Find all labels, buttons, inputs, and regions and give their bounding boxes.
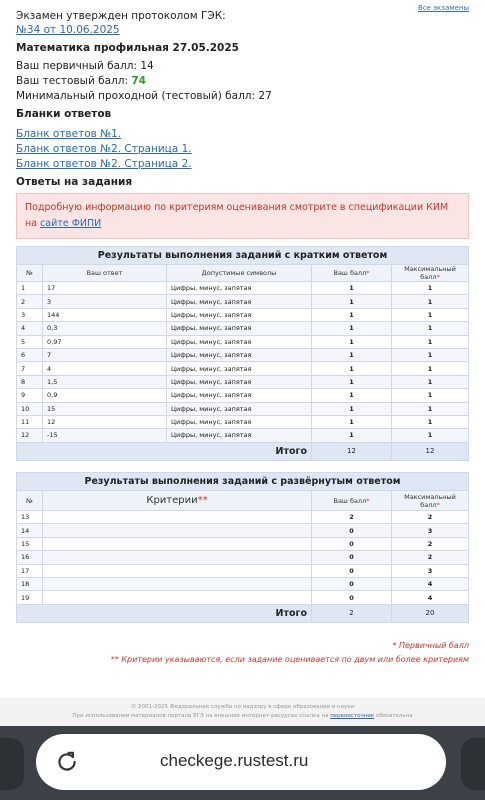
table-row — [17, 577, 469, 590]
table-row — [17, 402, 469, 415]
allowed-symbols: Цифры, минус, запятая — [167, 335, 312, 348]
max-score: 1 — [392, 348, 469, 361]
col-allowed: Допустимые символы — [167, 265, 312, 282]
your-score: 1 — [312, 335, 392, 348]
your-score: 1 — [312, 282, 392, 295]
task-number: 16 — [17, 551, 43, 564]
col-max: Максимальный балл* — [392, 491, 469, 511]
fipi-link[interactable]: сайте ФИПИ — [40, 218, 102, 229]
allowed-symbols: Цифры, минус, запятая — [167, 375, 312, 388]
your-score: 1 — [312, 429, 392, 442]
your-score: 0 — [312, 577, 392, 590]
short-total-label: Итого — [17, 442, 312, 460]
allowed-symbols: Цифры, минус, запятая — [167, 308, 312, 321]
your-answer: 0,97 — [43, 335, 167, 348]
your-score: 0 — [312, 524, 392, 537]
your-answer: 0,9 — [43, 389, 167, 402]
legend-criteria: ** Критерии указываются, если задание оценивается по двум или более критериям — [110, 655, 469, 664]
next-tab-edge[interactable] — [461, 738, 485, 790]
your-score: 1 — [312, 295, 392, 308]
your-answer: 1,5 — [43, 375, 167, 388]
prev-tab-edge[interactable] — [0, 738, 24, 790]
max-score: 1 — [392, 335, 469, 348]
task-number: 13 — [17, 511, 43, 524]
table-row — [17, 348, 469, 361]
min-score-line — [16, 90, 272, 102]
footer-copyright: © 2001-2025 Федеральная служба по надзору в сфере образования и науки — [130, 704, 355, 710]
your-score: 0 — [312, 564, 392, 577]
table-row — [17, 389, 469, 402]
col-num: № — [17, 265, 43, 282]
table-row — [17, 537, 469, 550]
allowed-symbols: Цифры, минус, запятая — [167, 389, 312, 402]
notice-text: Подробную информацию по критериям оценивания смотрите в спецификации КИМ на — [25, 202, 449, 229]
your-answer: 4 — [43, 362, 167, 375]
col-num: № — [17, 491, 43, 511]
primary-score-value: 14 — [140, 60, 154, 72]
your-score: 2 — [312, 511, 392, 524]
your-score: 0 — [312, 591, 392, 604]
criteria — [43, 524, 312, 537]
long-table-caption: Результаты выполнения заданий с развёрнутым ответом — [17, 473, 469, 491]
table-row — [17, 429, 469, 442]
max-score: 1 — [392, 402, 469, 415]
all-exams-link[interactable]: Все экзамены — [418, 4, 469, 12]
your-score: 1 — [312, 402, 392, 415]
table-row — [17, 362, 469, 375]
allowed-symbols: Цифры, минус, запятая — [167, 322, 312, 335]
task-number: 18 — [17, 577, 43, 590]
table-row — [17, 282, 469, 295]
max-score: 1 — [392, 429, 469, 442]
max-score: 1 — [392, 415, 469, 428]
task-number: 5 — [17, 335, 43, 348]
your-answer: 15 — [43, 402, 167, 415]
max-score: 2 — [392, 537, 469, 550]
max-score: 3 — [392, 524, 469, 537]
table-row — [17, 564, 469, 577]
task-number: 12 — [17, 429, 43, 442]
col-answer: Ваш ответ — [43, 265, 167, 282]
form-link-2[interactable]: Бланк ответов №2. Страница 1. — [16, 143, 192, 155]
your-answer: 0,3 — [43, 322, 167, 335]
table-row — [17, 375, 469, 388]
exam-title: Математика профильная 27.05.2025 — [16, 42, 239, 54]
short-total-max: 12 — [392, 442, 469, 460]
your-score: 1 — [312, 308, 392, 321]
address-bar[interactable] — [36, 734, 446, 790]
task-number: 8 — [17, 375, 43, 388]
col-criteria: Критерии** — [43, 491, 312, 511]
task-number: 3 — [17, 308, 43, 321]
max-score: 3 — [392, 564, 469, 577]
max-score: 1 — [392, 295, 469, 308]
form-link-3[interactable]: Бланк ответов №2. Страница 2. — [16, 158, 192, 170]
allowed-symbols: Цифры, минус, запятая — [167, 348, 312, 361]
long-total-max: 20 — [392, 604, 469, 622]
table-row — [17, 511, 469, 524]
criteria-notice — [16, 193, 469, 239]
max-score: 4 — [392, 591, 469, 604]
long-total-label: Итого — [17, 604, 312, 622]
short-table-caption: Результаты выполнения заданий с кратким ответом — [17, 247, 469, 265]
url-text[interactable]: checkege.rustest.ru — [160, 751, 309, 770]
primary-score-line — [16, 60, 154, 72]
reload-icon[interactable] — [54, 749, 80, 775]
your-score: 0 — [312, 551, 392, 564]
task-number: 10 — [17, 402, 43, 415]
your-score: 1 — [312, 375, 392, 388]
test-score-value: 74 — [131, 75, 146, 87]
allowed-symbols: Цифры, минус, запятая — [167, 402, 312, 415]
table-row — [17, 524, 469, 537]
protocol-link[interactable]: №34 от 10.06.2025 — [16, 24, 120, 36]
table-row — [17, 415, 469, 428]
criteria — [43, 551, 312, 564]
your-score: 0 — [312, 537, 392, 550]
short-total-score: 12 — [312, 442, 392, 460]
table-row — [17, 295, 469, 308]
forms-title: Бланки ответов — [16, 108, 112, 120]
criteria — [43, 577, 312, 590]
footer-notice: При использовании материалов портала ЕГЭ на внешних интернет-ресурсах ссылка на первоисточник обязательна — [72, 713, 413, 719]
allowed-symbols: Цифры, минус, запятая — [167, 429, 312, 442]
primary-score-label: Ваш первичный балл: — [16, 60, 137, 72]
test-score-label: Ваш тестовый балл: — [16, 75, 128, 87]
task-number: 6 — [17, 348, 43, 361]
criteria — [43, 511, 312, 524]
your-answer: -15 — [43, 429, 167, 442]
task-number: 9 — [17, 389, 43, 402]
your-score: 1 — [312, 362, 392, 375]
table-row — [17, 591, 469, 604]
footer-source-link[interactable]: первоисточник — [330, 713, 375, 719]
table-row — [17, 551, 469, 564]
col-max: Максимальный балл* — [392, 265, 469, 282]
your-answer: 7 — [43, 348, 167, 361]
footer — [0, 698, 485, 726]
max-score: 1 — [392, 362, 469, 375]
your-score: 1 — [312, 415, 392, 428]
task-number: 2 — [17, 295, 43, 308]
task-number: 11 — [17, 415, 43, 428]
col-score: Ваш балл* — [312, 491, 392, 511]
task-number: 7 — [17, 362, 43, 375]
protocol-label: Экзамен утвержден протоколом ГЭК: — [16, 10, 226, 22]
col-score: Ваш балл* — [312, 265, 392, 282]
table-row — [17, 335, 469, 348]
your-score: 1 — [312, 348, 392, 361]
max-score: 1 — [392, 308, 469, 321]
your-score: 1 — [312, 389, 392, 402]
max-score: 1 — [392, 375, 469, 388]
form-link-1[interactable]: Бланк ответов №1. — [16, 128, 122, 140]
allowed-symbols: Цифры, минус, запятая — [167, 362, 312, 375]
max-score: 2 — [392, 511, 469, 524]
long-answer-table — [16, 472, 469, 623]
max-score: 4 — [392, 577, 469, 590]
your-answer: 3 — [43, 295, 167, 308]
your-answer: 144 — [43, 308, 167, 321]
answers-title: Ответы на задания — [16, 176, 133, 188]
min-score-value: 27 — [258, 90, 272, 102]
criteria — [43, 591, 312, 604]
max-score: 2 — [392, 551, 469, 564]
criteria — [43, 537, 312, 550]
max-score: 1 — [392, 322, 469, 335]
table-row — [17, 308, 469, 321]
min-score-label: Минимальный проходной (тестовый) балл: — [16, 90, 256, 102]
task-number: 19 — [17, 591, 43, 604]
table-row — [17, 322, 469, 335]
task-number: 4 — [17, 322, 43, 335]
test-score-line — [16, 75, 146, 87]
task-number: 17 — [17, 564, 43, 577]
task-number: 14 — [17, 524, 43, 537]
max-score: 1 — [392, 282, 469, 295]
your-score: 1 — [312, 322, 392, 335]
allowed-symbols: Цифры, минус, запятая — [167, 282, 312, 295]
criteria — [43, 564, 312, 577]
allowed-symbols: Цифры, минус, запятая — [167, 295, 312, 308]
legend-primary: * Первичный балл — [392, 641, 469, 650]
your-answer: 17 — [43, 282, 167, 295]
allowed-symbols: Цифры, минус, запятая — [167, 415, 312, 428]
long-total-score: 2 — [312, 604, 392, 622]
short-answer-table — [16, 246, 469, 461]
max-score: 1 — [392, 389, 469, 402]
task-number: 15 — [17, 537, 43, 550]
your-answer: 12 — [43, 415, 167, 428]
browser-bar — [0, 726, 485, 800]
task-number: 1 — [17, 282, 43, 295]
